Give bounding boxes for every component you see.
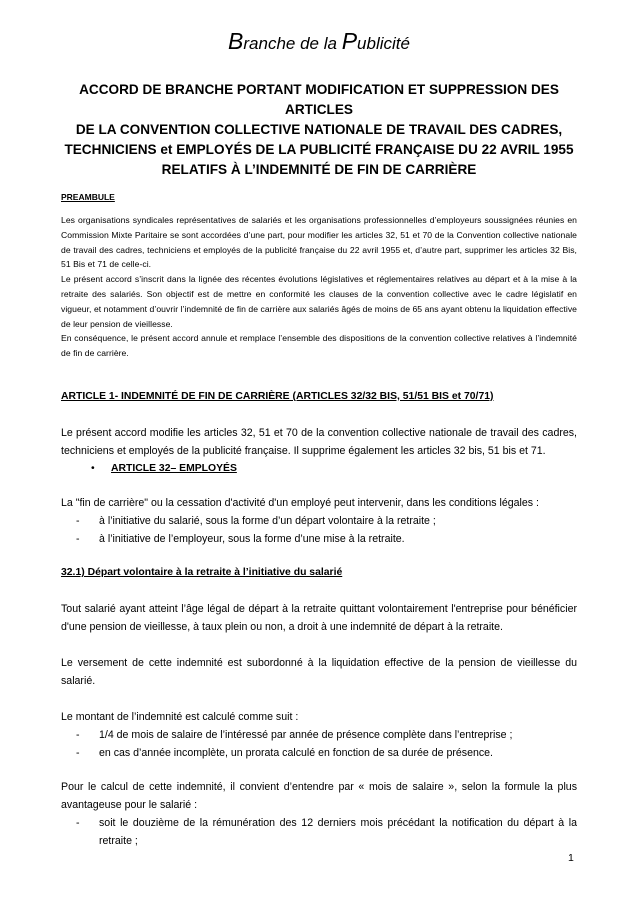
document-body: [61, 192, 577, 850]
list-item: - soit le douzième de la rémunération des 12 derniers mois précédant la notification du départ à la retraite ;: [76, 814, 577, 850]
article-1-intro: Le présent accord modifie les articles 32, 51 et 70 de la convention collective nationale de travail des cadres, techniciens et employés de la publicité française. Il supprime également les articles 32 bis, 51 bis et 71.: [61, 426, 577, 457]
document-title: [58, 80, 580, 180]
header-text-1: ranche de la: [243, 34, 342, 53]
header-initial-b: B: [228, 28, 244, 54]
section-32-1-heading: 32.1) Départ volontaire à la retraite à l’initiative du salarié: [61, 566, 343, 578]
section-32-1-paragraph-1: Tout salarié ayant atteint l’âge légal de départ à la retraite quittant volontairement l'entreprise pour bénéficier d'une pension de vieillesse, à taux plein ou non, a droit à une indemnité de départ à la retraite.: [61, 602, 577, 633]
preamble-paragraph-3: En conséquence, le présent accord annule et remplace l’ensemble des dispositions de la convention collective relatives à l’indemnité de fin de carrière.: [61, 333, 577, 359]
section-32-1-paragraph-2: Le versement de cette indemnité est subordonné à la liquidation effective de la pension de vieillesse du salarié.: [61, 656, 577, 687]
preamble-paragraph-2: Le présent accord s’inscrit dans la lignée des récentes évolutions législatives et réglementaires relatives au départ et à la mise à la retraite des salariés. Son objectif est de mettre en conformité les clauses de la convention collective avec le cadre législatif en vigueur, et notamment d’ouvrir l’indemnité de fin de carrière aux salariés âgés de moins de 65 ans ayant obtenu la liquidation effective de leur pension de vieillesse.: [61, 274, 577, 329]
list-item: - à l’initiative du salarié, sous la forme d’un départ volontaire à la retraite ;: [76, 512, 577, 530]
preamble-paragraph-1: Les organisations syndicales représentatives de salariés et les organisations professionnelles d’employeurs soussignées réunies en Commission Mixte Paritaire se sont accordées d’une part, pour modifier les articles 32, 51 et 70 de la Convention collective nationale de travail des cadres, techniciens et employés de la publicité française du 22 avril 1955 et, d’autre part, supprimer les articles 32 Bis, 51 Bis et 71 de celle-ci.: [61, 215, 577, 270]
list-item: - en cas d’année incomplète, un prorata calculé en fonction de sa durée de présence.: [76, 744, 577, 762]
preamble-heading: PREAMBULE: [61, 192, 115, 202]
title-line-4: RELATIFS À L’INDEMNITÉ DE FIN DE CARRIÈRE: [161, 162, 477, 177]
cessation-conditions-list: [61, 512, 577, 548]
list-item: - 1/4 de mois de salaire de l’intéressé par année de présence complète dans l’entreprise ;: [76, 726, 577, 744]
article-32-bullet-list: [61, 460, 577, 478]
title-line-1: ACCORD DE BRANCHE PORTANT MODIFICATION ET SUPPRESSION DES ARTICLES: [79, 82, 559, 117]
section-32-1-paragraph-3: Le montant de l’indemnité est calculé comme suit :: [61, 710, 299, 723]
dash-icon: -: [76, 746, 80, 759]
header-initial-p: P: [341, 28, 358, 54]
article-1-heading: ARTICLE 1- INDEMNITÉ DE FIN DE CARRIÈRE (ARTICLES 32/32 BIS, 51/51 BIS et 70/71): [61, 390, 494, 402]
page-header: [0, 28, 638, 55]
header-text-2: ublicité: [357, 34, 410, 53]
dash-icon: -: [76, 514, 80, 527]
salary-definition-list: [61, 814, 577, 850]
dash-icon: -: [76, 532, 80, 545]
fin-de-carriere-paragraph: La "fin de carrière" ou la cessation d'activité d'un employé peut intervenir, dans les conditions légales :: [61, 496, 539, 509]
dash-icon: -: [76, 728, 80, 741]
title-line-3: TECHNICIENS et EMPLOYÉS DE LA PUBLICITÉ FRANÇAISE DU 22 AVRIL 1955: [64, 142, 574, 157]
article-32-label: ARTICLE 32– EMPLOYÉS: [111, 462, 237, 474]
calculation-list: [61, 726, 577, 762]
dash-icon: -: [76, 816, 80, 829]
title-line-2: DE LA CONVENTION COLLECTIVE NATIONALE DE TRAVAIL DES CADRES,: [75, 122, 563, 137]
article-32-heading: [91, 460, 577, 478]
bullet-icon: •: [91, 462, 95, 474]
list-item: - à l’initiative de l’employeur, sous la forme d’une mise à la retraite.: [76, 530, 577, 548]
section-32-1-paragraph-4: Pour le calcul de cette indemnité, il convient d’entendre par « mois de salaire », selon la formule la plus avantageuse pour le salarié :: [61, 780, 577, 811]
page-number: 1: [568, 852, 574, 864]
